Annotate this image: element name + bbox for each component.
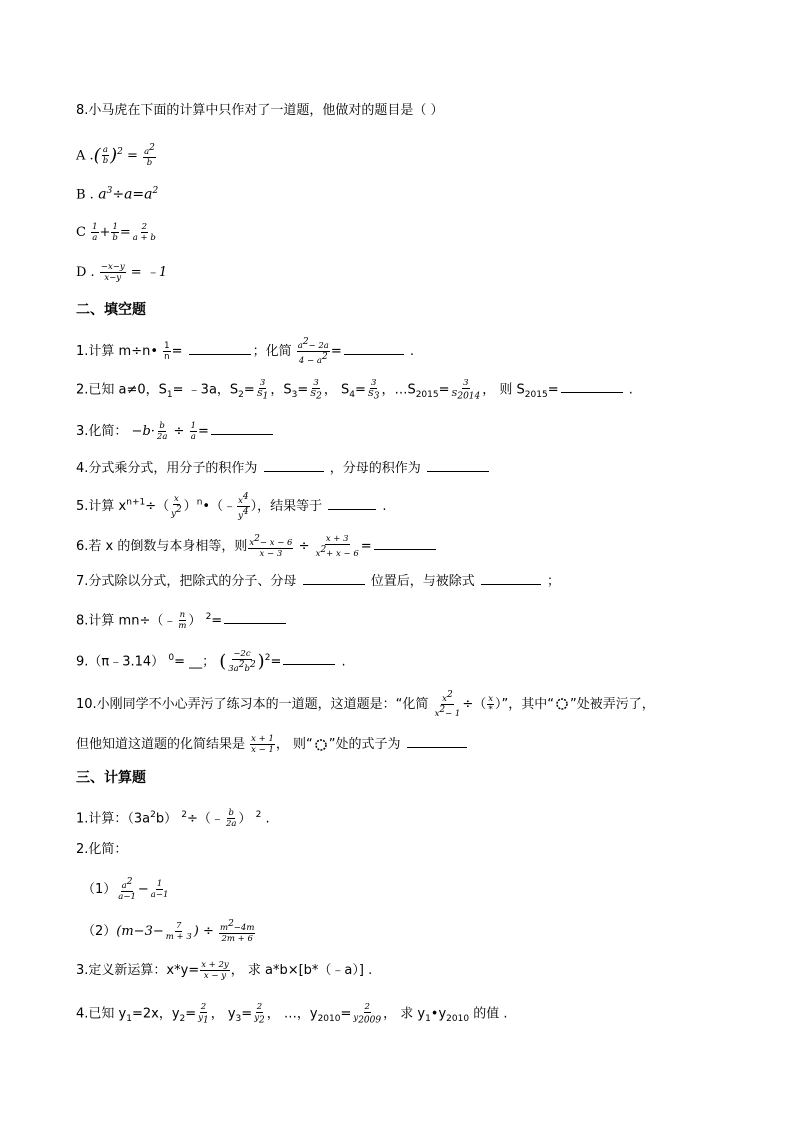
fill-10-line2: 但他知道这道题的化简结果是 $\frac{x + 1}{x - 1}$ ， 则“ ”处的式子为 (76, 733, 469, 755)
fill-4: 4.分式乘分式，用分子的积作为 ，分母的积作为 (76, 457, 491, 479)
calc-2-2: （2）(m−3− $\frac{7}{m + 3}$ ) ÷ $\frac{m^2-4m}{2m + 6}$ (82, 919, 255, 944)
answer-blank[interactable] (344, 340, 404, 355)
answer-blank[interactable] (427, 457, 489, 472)
calc-4: 4.已知 $y_1=2x$，$y_2=$ $\frac{2}{y_1}$ ， $y_3=$ $\frac{2}{y_2}$ ， …，$y_{2010}=$ $\frac{2}{y_{2009}}$ ， 求 $y_1•y_{2010}$ 的值 . (76, 1002, 508, 1026)
answer-blank[interactable] (224, 609, 286, 624)
answer-blank[interactable] (481, 570, 541, 585)
calc-3: 3.定义新运算：x*y= $\frac{x + 2y}{x - y}$ ， 求 a*b×[b*（﹣a）] . (76, 960, 373, 981)
fill-1: 1.计算 m÷n• $\frac{1}{n}$ = ；化简 $\frac{a^2- 2a}{4 - a^2}$ = . (76, 337, 415, 366)
option-d: D . $\frac{-x-y}{x-y}$ = ﹣1 (76, 262, 168, 283)
fill-10-line1: 10.小刚同学不小心弄污了练习本的一道题，这道题是：“化简 $\frac{x^2}{x^2- 1}$ ÷（ $\frac{x}{*}$ ）”，其中“ ”处被弄污了， (76, 690, 655, 719)
fill-7: 7.分式除以分式，把除式的分子、分母 位置后，与被除式 ； (76, 570, 560, 592)
option-a: A .( $\frac{a}{b}$ )$^2$ = $\frac{a^2}{b}$ (76, 143, 155, 169)
fill-8: 8.计算 mn÷（﹣ $\frac{n}{m}$ ） $^2$= (76, 607, 288, 631)
answer-blank[interactable] (283, 650, 335, 665)
section-title-calc: 三、计算题 (76, 770, 146, 786)
answer-blank[interactable] (211, 420, 273, 435)
fill-9: 9.（π﹣3.14） $^0$= __； ( $\frac{-2c}{3a^2b^2}$ )$^2$= . (76, 649, 346, 675)
answer-blank[interactable] (374, 535, 436, 550)
answer-blank[interactable] (264, 457, 324, 472)
calc-2-1: （1） $\frac{a^2}{a-1}$ − $\frac{1}{a-1}$ (82, 877, 169, 902)
fill-3: 3.化简： −b· $\frac{b}{2a}$ ÷ $\frac{1}{a}$ = (76, 420, 275, 442)
option-b: B . $a^3\div a=a^2$ (76, 186, 159, 203)
answer-blank[interactable] (189, 340, 251, 355)
section-title-fill: 二、填空题 (76, 302, 146, 318)
smudge-icon (313, 737, 329, 753)
fill-6: 6.若 x 的倒数与本身相等，则 $\frac{x^2- x - 6}{x - 3}$ ÷ $\frac{x + 3}{x^2+ x - 6}$ = (76, 534, 438, 559)
fill-5: 5.计算 $x^{n+1}\div$（ $\frac{x}{y^2}$ ）$^n$•（﹣ $\frac{x^4}{y^4}$ ），结果等于 . (76, 492, 387, 521)
fill-2: 2.已知 a≠0，$S_1=$ ﹣3a，$S_2=$ $\frac{3}{S_1}$ ，$S_3=$ $\frac{3}{S_2}$ ， $S_4=$ $\frac{3}{S_3}$ ，$\dots S_{2015}=$ $\frac{3}{S_{2014}}$ ， 则 $S_{2015}=$ . (76, 378, 633, 402)
answer-blank[interactable] (407, 733, 467, 748)
answer-blank[interactable] (303, 570, 365, 585)
calc-2: 2.化简： (76, 842, 128, 857)
question-8: 8.小马虎在下面的计算中只作对了一道题，他做对的题目是（ ） (76, 103, 444, 118)
option-c: C $\frac{1}{a}$ + $\frac{1}{b}$ = $\frac{2}{a + b}$ (76, 222, 156, 243)
smudge-icon (554, 696, 570, 712)
calc-1: 1.计算：$(3a^2b)$ $^2$÷（﹣ $\frac{b}{2a}$ ） $^2$ . (76, 808, 270, 830)
answer-blank[interactable] (328, 495, 376, 510)
answer-blank[interactable] (561, 378, 623, 393)
